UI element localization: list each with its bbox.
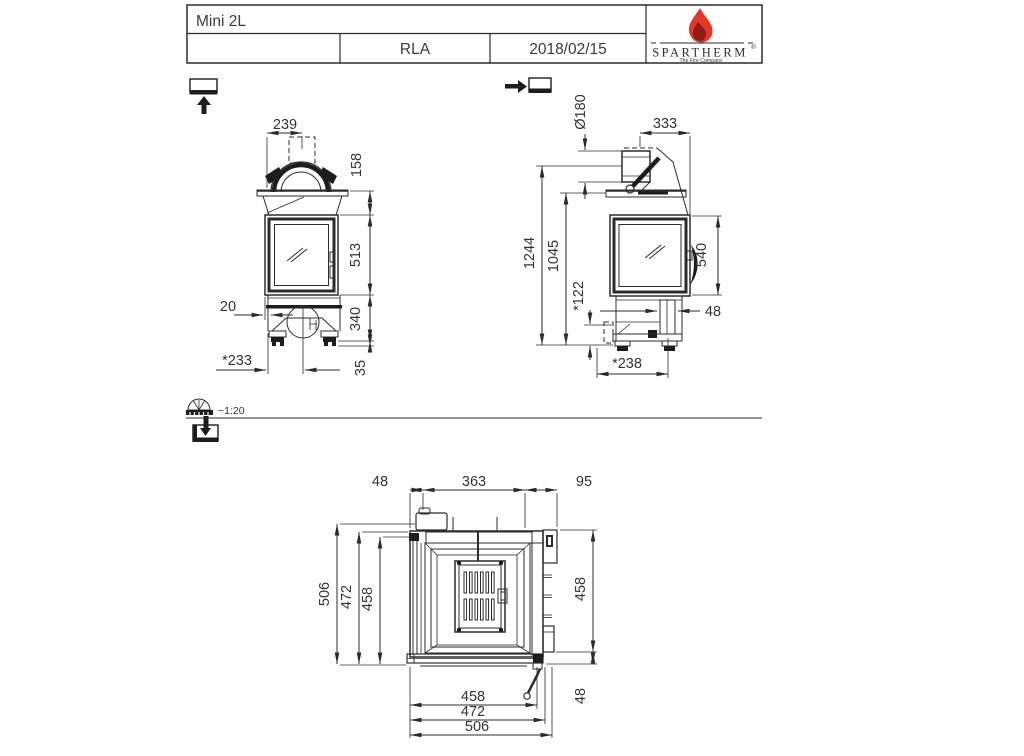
dim-front-side-offset: 20 [219,299,237,315]
model-name: Mini 2L [196,13,246,30]
dim-top-opening-width: 363 [461,474,487,490]
dim-top-depth-mid: 472 [339,584,355,610]
top-view [317,474,597,738]
revision-code: RLA [399,41,431,58]
dim-side-flue-offset: *238 [612,356,642,372]
dim-side-base-clearance: *122 [571,281,587,311]
dim-front-glass-height: 513 [348,242,364,268]
right-insulation-band [532,543,543,655]
dim-front-hood-height: 158 [349,152,365,178]
dim-side-flue-diameter: Ø180 [573,94,589,130]
brand-tagline: The Fire Company [679,57,723,64]
front-view-dimensions [216,117,374,376]
dim-side-flue-depth: 333 [652,116,678,132]
dim-top-depth-glass: 458 [360,586,376,612]
dim-top-left-margin: 48 [371,474,389,490]
dim-front-base-height: 340 [348,306,364,332]
title-block [187,5,762,64]
drawing-date: 2018/02/15 [529,41,607,58]
front-view-symbol [190,79,217,114]
front-glass-door [265,215,338,295]
flame-icon [689,8,713,43]
top-view-symbol [193,416,218,442]
scale-note [186,399,762,418]
dim-front-flue-width: 239 [272,117,298,133]
dim-side-total-height: 1244 [522,236,538,270]
side-base [604,296,682,351]
brand-registered-mark: ® [751,44,756,51]
door-handle-top [528,669,540,693]
dim-top-width-total: 506 [464,719,490,735]
front-view [216,117,374,376]
protractor-icon [186,399,213,415]
dim-front-flue-offset: *233 [222,353,252,369]
front-base [266,295,342,346]
brand-name: SPARTHERM [652,45,748,60]
dim-top-right-margin: 95 [575,474,593,490]
side-view-symbol [505,78,551,93]
dim-side-glass-height: 540 [694,242,710,268]
dim-top-width-mid: 472 [460,704,486,720]
top-view-dimensions [317,474,597,738]
side-view-dimensions [522,94,722,378]
side-glass-door [610,215,698,296]
flue-collar-top [416,513,447,530]
scale-label: ~1:20 [218,405,245,417]
grate [455,561,507,632]
side-view [522,94,722,378]
dim-top-width-glass: 458 [460,689,486,705]
dim-top-front-offset: 48 [573,687,589,705]
spartherm-logo [651,8,756,64]
dim-side-body-height: 1045 [546,239,562,273]
dim-top-right-depth: 458 [573,576,589,602]
dim-front-foot-height: 35 [353,359,369,377]
dim-side-support-width: 48 [704,304,722,320]
dim-top-depth-total: 506 [317,581,333,607]
